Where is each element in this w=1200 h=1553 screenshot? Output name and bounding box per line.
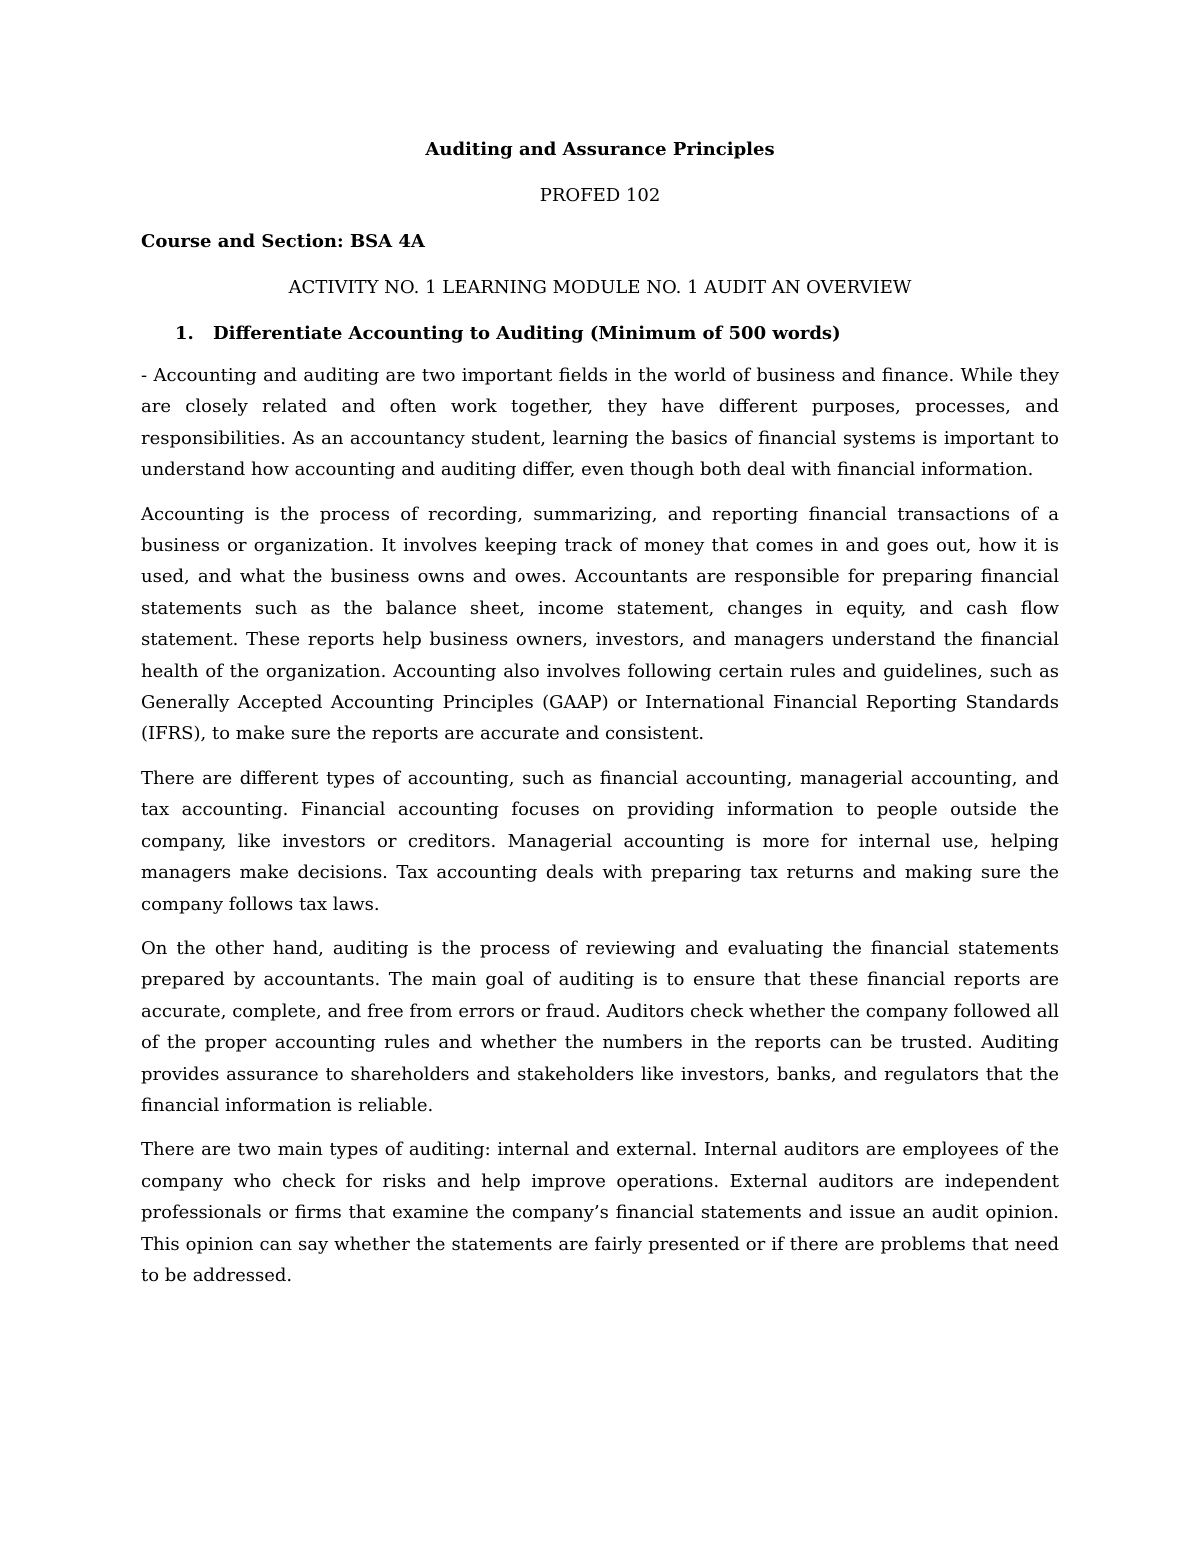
- question-text: Differentiate Accounting to Auditing (Minimum of 500 words): [213, 323, 841, 344]
- question-item: [141, 322, 1059, 346]
- activity-heading: ACTIVITY NO. 1 LEARNING MODULE NO. 1 AUDIT AN OVERVIEW: [288, 277, 912, 298]
- document-title: Auditing and Assurance Principles: [425, 139, 775, 160]
- paragraph-auditing-types: There are two main types of auditing: internal and external. Internal auditors are employees of the company who check for risks and help improve operations. External auditors are independent professionals or firms that examine the company’s financial statements and issue an audit opinion. This opinion can say whether the statements are fairly presented or if there are problems that need to be addressed.: [141, 1139, 1059, 1286]
- course-code: PROFED 102: [539, 185, 661, 206]
- paragraph-accounting-definition: Accounting is the process of recording, summarizing, and reporting financial transactions of a business or organization. It involves keeping track of money that comes in and goes out, how it is used, and what the business owns and owes. Accountants are responsible for preparing financial statements such as the balance sheet, income statement, changes in equity, and cash flow statement. These reports help business owners, investors, and managers understand the financial health of the organization. Accounting also involves following certain rules and guidelines, such as Generally Accepted Accounting Principles (GAAP) or International Financial Reporting Standards (IFRS), to make sure the reports are accurate and consistent.: [141, 503, 1059, 745]
- course-section: [141, 230, 1059, 254]
- course-section-value: BSA 4A: [349, 231, 425, 252]
- document-content: [141, 138, 1059, 1304]
- question-number: 1.: [175, 323, 194, 344]
- paragraph-auditing-definition: On the other hand, auditing is the process of reviewing and evaluating the financial statements prepared by accountants. The main goal of auditing is to ensure that these financial reports are accurate, complete, and free from errors or fraud. Auditors check whether the company followed all of the proper accounting rules and whether the numbers in the reports can be trusted. Auditing provides assurance to shareholders and stakeholders like investors, banks, and regulators that the financial information is reliable.: [141, 937, 1059, 1116]
- paragraph-intro: - Accounting and auditing are two important fields in the world of business and finance. While they are closely related and often work together, they have different purposes, processes, and responsibilities. As an accountancy student, learning the basics of financial systems is important to understand how accounting and auditing differ, even though both deal with financial information.: [141, 365, 1059, 481]
- paragraph-accounting-types: There are different types of accounting, such as financial accounting, managerial accounting, and tax accounting. Financial accounting focuses on providing information to people outside the company, like investors or creditors. Managerial accounting is more for internal use, helping managers make decisions. Tax accounting deals with preparing tax returns and making sure the company follows tax laws.: [141, 767, 1059, 915]
- course-section-label: Course and Section:: [141, 231, 344, 252]
